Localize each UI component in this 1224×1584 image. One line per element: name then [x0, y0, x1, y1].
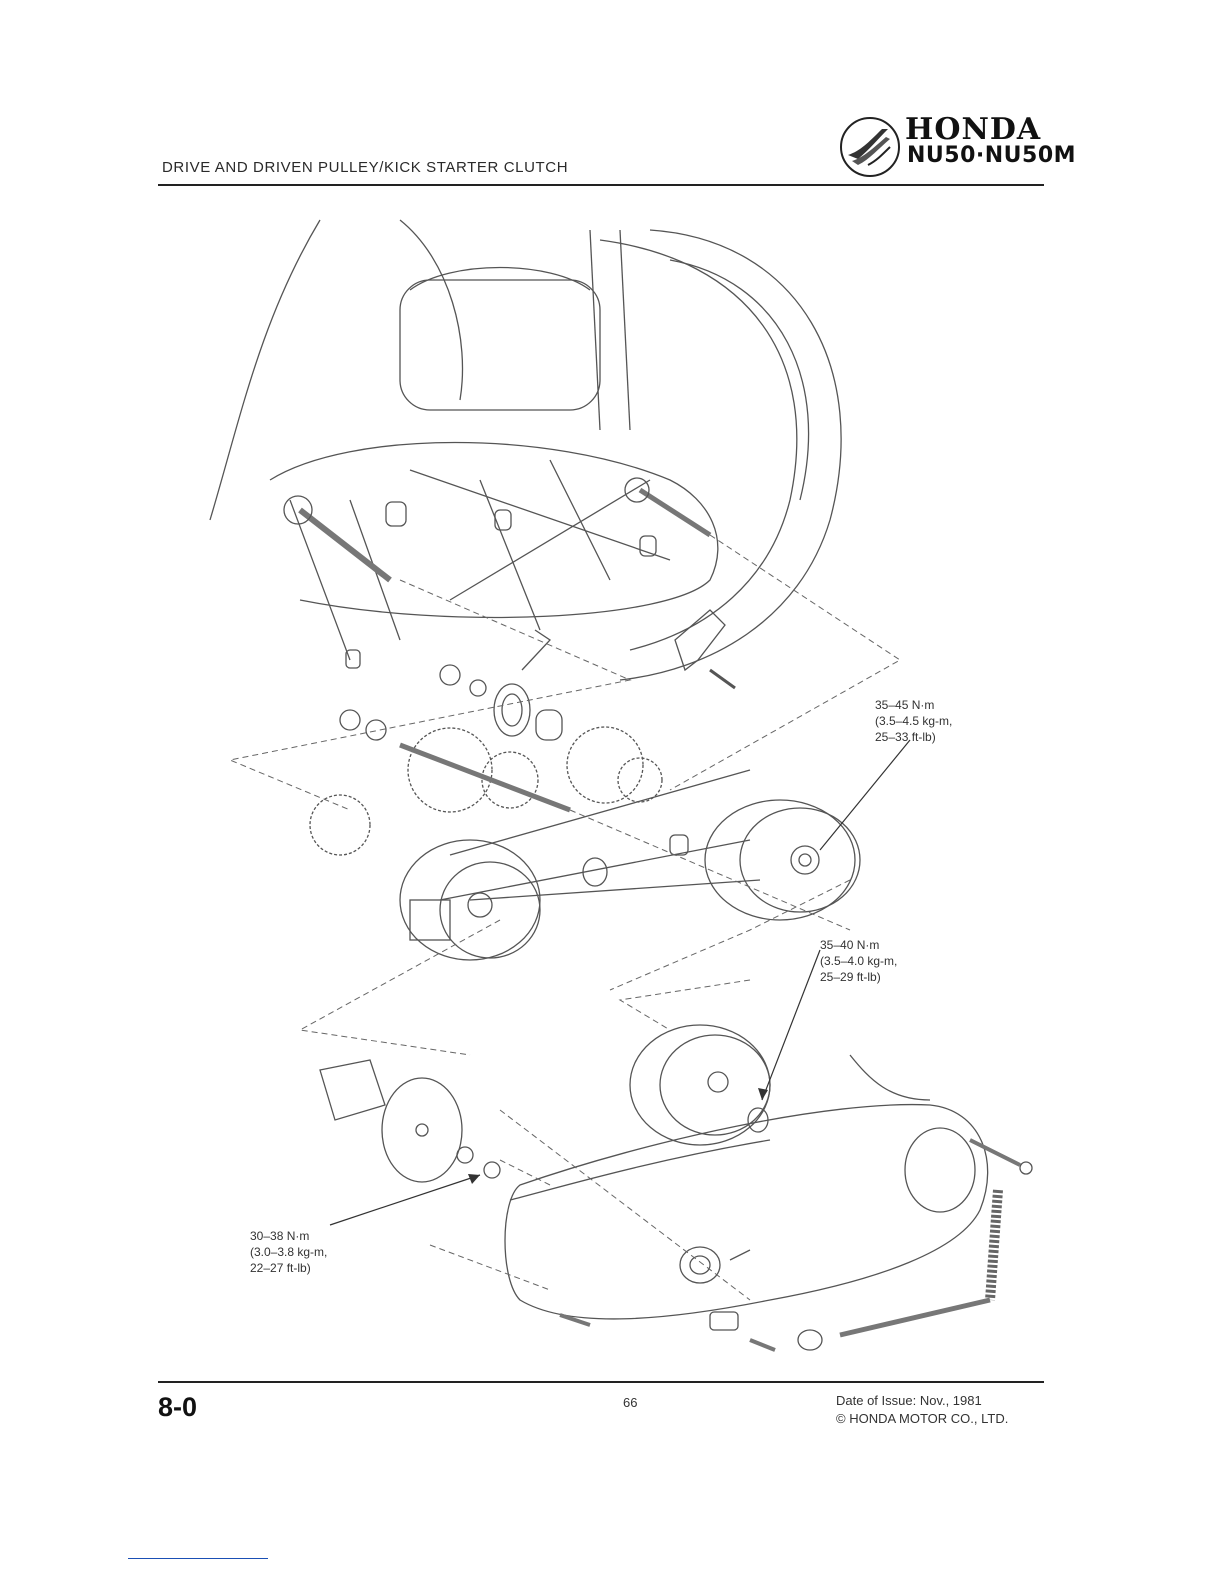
header-rule — [158, 184, 1044, 186]
honda-wing-logo-icon — [838, 115, 902, 179]
torque-spec-drive-pulley — [250, 1228, 327, 1276]
brand-name: HONDA — [905, 112, 1042, 147]
torque-ftlb: 25–33 ft-lb) — [875, 730, 936, 744]
issue-date: Date of Issue: Nov., 1981 — [836, 1393, 982, 1408]
section-title: DRIVE AND DRIVEN PULLEY/KICK STARTER CLUTCH — [162, 159, 569, 176]
torque-spec-driven-pulley — [875, 697, 952, 745]
issue-info — [836, 1392, 1008, 1428]
section-page-number: 8-0 — [158, 1392, 198, 1422]
torque-kgm: (3.0–3.8 kg-m, — [250, 1245, 328, 1259]
torque-nm: 30–38 N·m — [250, 1229, 310, 1243]
torque-spec-clutch-outer — [820, 937, 897, 985]
model-name: NU50·NU50M — [907, 143, 1077, 168]
exploded-diagram — [150, 200, 1050, 1370]
footer-rule — [158, 1381, 1044, 1383]
torque-nm: 35–40 N·m — [820, 938, 880, 952]
copyright: © HONDA MOTOR CO., LTD. — [836, 1411, 1009, 1426]
link-underline — [128, 1558, 268, 1559]
torque-nm: 35–45 N·m — [875, 698, 935, 712]
torque-kgm: (3.5–4.0 kg-m, — [820, 954, 898, 968]
torque-ftlb: 25–29 ft-lb) — [820, 970, 881, 984]
page-number: 66 — [623, 1395, 638, 1410]
torque-ftlb: 22–27 ft-lb) — [250, 1261, 311, 1275]
torque-kgm: (3.5–4.5 kg-m, — [875, 714, 953, 728]
